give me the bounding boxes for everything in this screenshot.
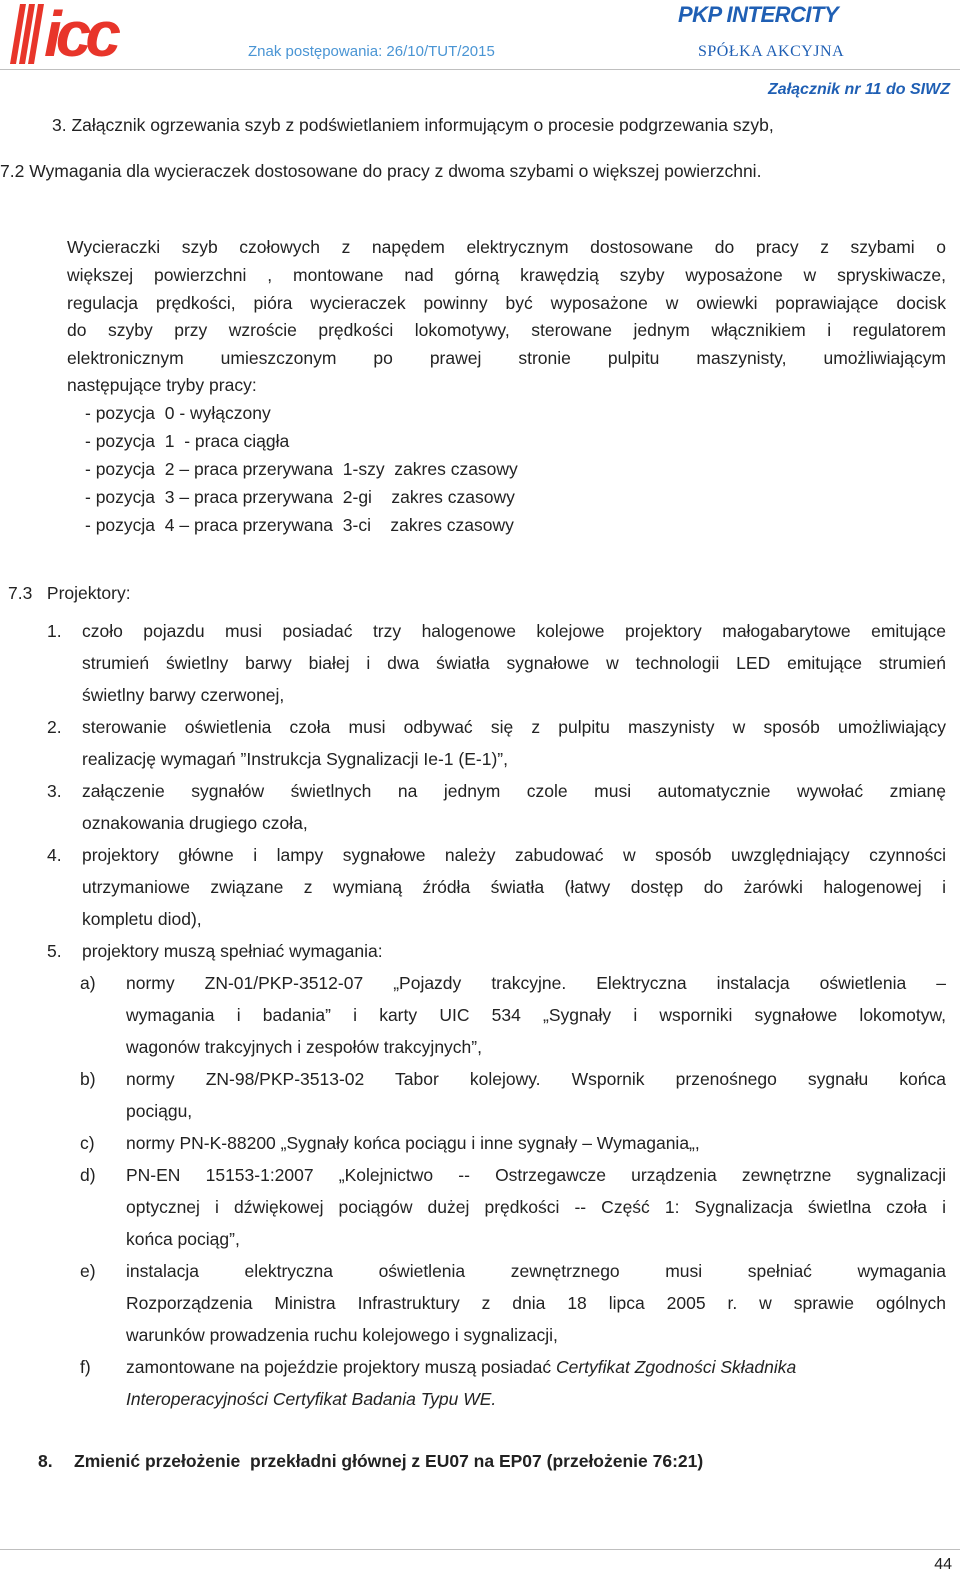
logo-text: icc — [44, 4, 115, 64]
list-letter: f) — [80, 1357, 91, 1377]
requirement-line: wagonów trakcyjnych i zespołów trakcyjnych”, — [126, 1037, 482, 1057]
header-divider — [0, 69, 960, 70]
wiper-line: następujące tryby pracy: — [67, 375, 257, 395]
brand-subtitle: SPÓŁKA AKCYJNA — [698, 43, 845, 60]
requirement-line: instalacja elektryczna oświetlenia zewnętrznego musi spełniać wymagania — [126, 1261, 946, 1281]
projector-line: załączenie sygnałów świetlnych na jednym czole musi automatycznie wywołać zmianę — [82, 781, 946, 801]
section-7-3-heading: 7.3 Projektory: — [8, 583, 131, 603]
requirement-line: wymagania i badania” i karty UIC 534 „Sygnały i wsporniki sygnałowe lokomotyw, — [126, 1005, 946, 1025]
requirement-line: pociągu, — [126, 1101, 193, 1121]
projector-line: strumień świetlny barwy białej i dwa światła sygnałowe w technologii LED emitujące strumień — [82, 653, 946, 673]
logo-stripes — [10, 4, 44, 64]
list-letter: c) — [80, 1133, 95, 1153]
requirement-line: normy PN-K-88200 „Sygnały końca pociągu i inne sygnały – Wymagania„, — [126, 1133, 700, 1153]
projector-line: projektory główne i lampy sygnałowe należy zabudować w sposób uwzględniający czynności — [82, 845, 946, 865]
req-f-plain-text: zamontowane na pojeździe projektory muszą posiadać — [126, 1357, 556, 1377]
attachment-label: Załącznik nr 11 do SIWZ — [768, 81, 950, 98]
list-number: 5. — [47, 941, 62, 961]
list-number: 1. — [47, 621, 62, 641]
list-number: 3. — [47, 781, 62, 801]
requirement-line: warunków prowadzenia ruchu kolejowego i sygnalizacji, — [126, 1325, 558, 1345]
requirement-line: normy ZN-01/PKP-3512-07 „Pojazdy trakcyjne. Elektryczna instalacja oświetlenia – — [126, 973, 946, 993]
projector-line: świetlny barwy czerwonej, — [82, 685, 285, 705]
projector-line: projektory muszą spełniać wymagania: — [82, 941, 383, 961]
footer-divider — [0, 1549, 960, 1550]
list-letter: b) — [80, 1069, 96, 1089]
requirement-line: optycznej i dźwiękowej pociągów dużej prędkości -- Część 1: Sygnalizacja świetlna czoła i — [126, 1197, 946, 1217]
wiper-line: do szyby przy wzroście prędkości lokomotywy, sterowane jednym włącznikiem i regulatorem — [67, 320, 946, 340]
wiper-line: Wycieraczki szyb czołowych z napędem elektrycznym dostosowane do pracy z szybami o — [67, 237, 946, 257]
list-number: 4. — [47, 845, 62, 865]
projector-line: utrzymaniowe związane z wymianą źródła światła (łatwy dostęp do żarówki halogenowej i — [82, 877, 946, 897]
requirement-line: normy ZN-98/PKP-3513-02 Tabor kolejowy. Wspornik przenośnego sygnału końca — [126, 1069, 946, 1089]
page-number: 44 — [934, 1556, 952, 1573]
certificate-name: Interoperacyjności Certyfikat Badania Typu WE. — [126, 1389, 497, 1409]
list-letter: a) — [80, 973, 96, 993]
list-number: 2. — [47, 717, 62, 737]
icc-logo — [10, 4, 170, 64]
list-letter: e) — [80, 1261, 96, 1281]
certificate-name: Certyfikat Zgodności Składnika — [555, 1357, 797, 1377]
projector-line: oznakowania drugiego czoła, — [82, 813, 308, 833]
mode-item: - pozycja 3 – praca przerywana 2-gi zakres czasowy — [85, 487, 515, 507]
mode-item: - pozycja 1 - praca ciągła — [85, 431, 290, 451]
requirement-line: PN-EN 15153-1:2007 „Kolejnictwo -- Ostrzegawcze urządzenia zewnętrzne sygnalizacji — [126, 1165, 946, 1185]
section-8-heading: Zmienić przełożenie przekładni głównej z EU07 na EP07 (przełożenie 76:21) — [74, 1451, 704, 1471]
mode-item: - pozycja 0 - wyłączony — [85, 403, 271, 423]
item-3-text: 3. Załącznik ogrzewania szyb z podświetlaniem informującym o procesie podgrzewania szyb, — [52, 115, 774, 135]
wiper-line: regulacja prędkości, pióra wycieraczek powinny być wyposażone w owiewki poprawiające docisk — [67, 293, 946, 313]
requirement-line: Rozporządzenia Ministra Infrastruktury z dnia 18 lipca 2005 r. w sprawie ogólnych — [126, 1293, 946, 1313]
projector-line: czoło pojazdu musi posiadać trzy halogenowe kolejowe projektory małogabarytowe emitujące — [82, 621, 946, 641]
procedure-reference: Znak postępowania: 26/10/TUT/2015 — [248, 43, 495, 60]
brand-name: PKP INTERCITY — [678, 2, 839, 27]
projector-line: kompletu diod), — [82, 909, 202, 929]
section-7-2-heading: 7.2 Wymagania dla wycieraczek dostosowane do pracy z dwoma szybami o większej powierzchni. — [0, 161, 762, 181]
wiper-line: elektronicznym umieszczonym po prawej stronie pulpitu maszynisty, umożliwiającym — [67, 348, 946, 368]
requirement-line — [126, 1353, 796, 1381]
projector-line: realizację wymagań ”Instrukcja Sygnalizacji Ie-1 (E-1)”, — [82, 749, 508, 769]
list-letter: d) — [80, 1165, 96, 1185]
section-8-number: 8. — [38, 1451, 53, 1471]
wiper-line: większej powierzchni , montowane nad górną krawędzią szyby wyposażone w spryskiwacze, — [67, 265, 946, 285]
mode-item: - pozycja 4 – praca przerywana 3-ci zakres czasowy — [85, 515, 514, 535]
projector-line: sterowanie oświetlenia czoła musi odbywać się z pulpitu maszynisty w sposób umożliwiający — [82, 717, 946, 737]
requirement-line: końca pociąg”, — [126, 1229, 240, 1249]
mode-item: - pozycja 2 – praca przerywana 1-szy zakres czasowy — [85, 459, 518, 479]
